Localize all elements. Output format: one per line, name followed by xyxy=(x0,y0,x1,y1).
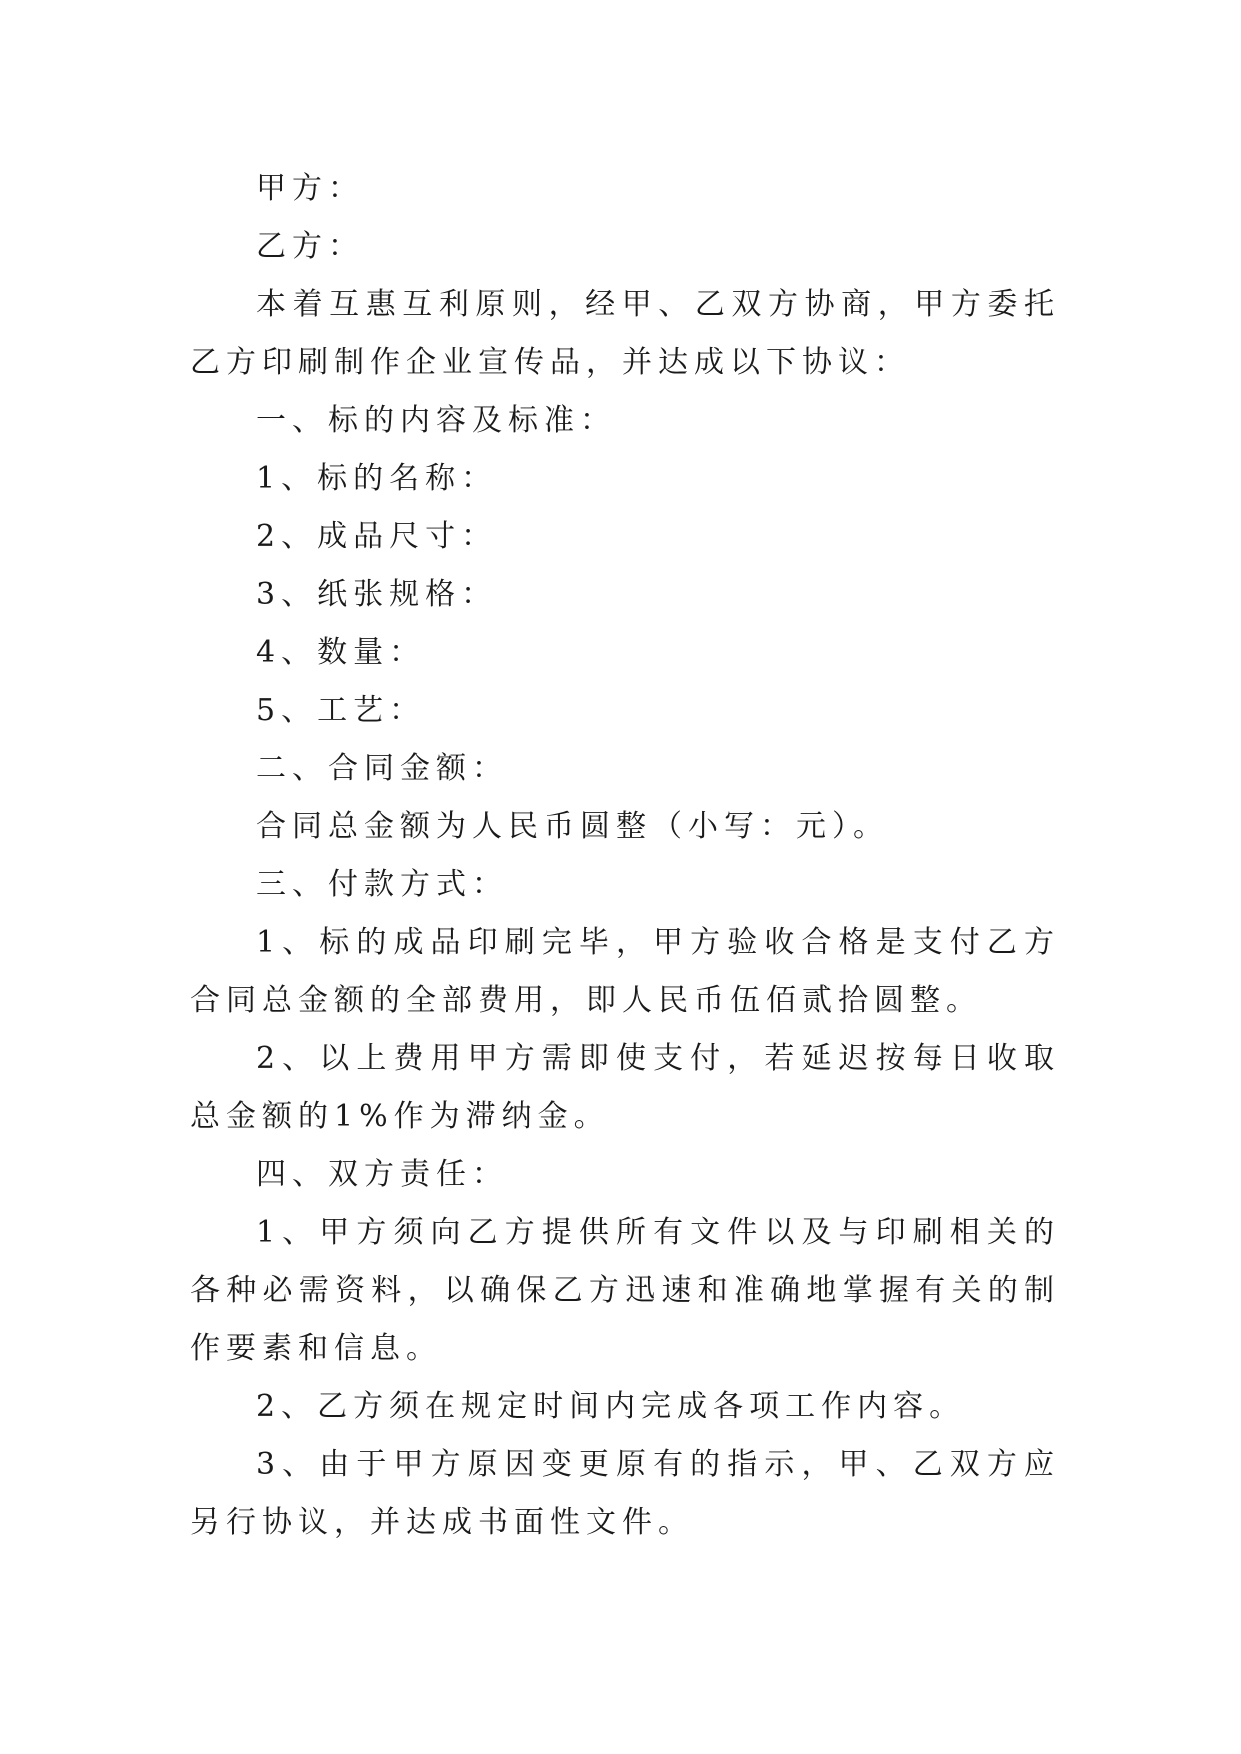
section-heading-subject: 一、标的内容及标准： xyxy=(256,403,616,438)
responsibility-clause-3: 3、由于甲方原因变更原有的指示，甲、乙双方应另行协议，并达成书面性文件。 xyxy=(190,1447,1060,1540)
subject-item-craft: 5、工艺： xyxy=(256,693,426,728)
preamble-paragraph: 本着互惠互利原则，经甲、乙双方协商，甲方委托乙方印刷制作企业宣传品，并达成以下协议： xyxy=(190,287,1060,380)
section-heading-payment: 三、付款方式： xyxy=(256,867,508,902)
responsibility-clause-2: 2、乙方须在规定时间内完成各项工作内容。 xyxy=(256,1389,966,1424)
party-a-line: 甲方： xyxy=(256,171,364,206)
subject-item-quantity: 4、数量： xyxy=(256,635,426,670)
section-heading-amount: 二、合同金额： xyxy=(256,751,508,786)
subject-item-size: 2、成品尺寸： xyxy=(256,519,498,554)
subject-item-paper: 3、纸张规格： xyxy=(256,577,498,612)
subject-item-name: 1、标的名称： xyxy=(256,461,498,496)
payment-clause-1: 1、标的成品印刷完毕，甲方验收合格是支付乙方合同总金额的全部费用，即人民币伍佰贰拾圆整。 xyxy=(190,925,1060,1018)
responsibility-clause-1: 1、甲方须向乙方提供所有文件以及与印刷相关的各种必需资料，以确保乙方迅速和准确地掌握有关的制作要素和信息。 xyxy=(190,1215,1060,1366)
section-heading-responsibilities: 四、双方责任： xyxy=(256,1157,508,1192)
party-b-line: 乙方： xyxy=(256,229,364,264)
payment-clause-2: 2、以上费用甲方需即使支付，若延迟按每日收取总金额的1%作为滞纳金。 xyxy=(190,1041,1060,1134)
amount-paragraph: 合同总金额为人民币圆整（小写：元）。 xyxy=(256,809,889,844)
contract-body xyxy=(190,160,1060,1552)
